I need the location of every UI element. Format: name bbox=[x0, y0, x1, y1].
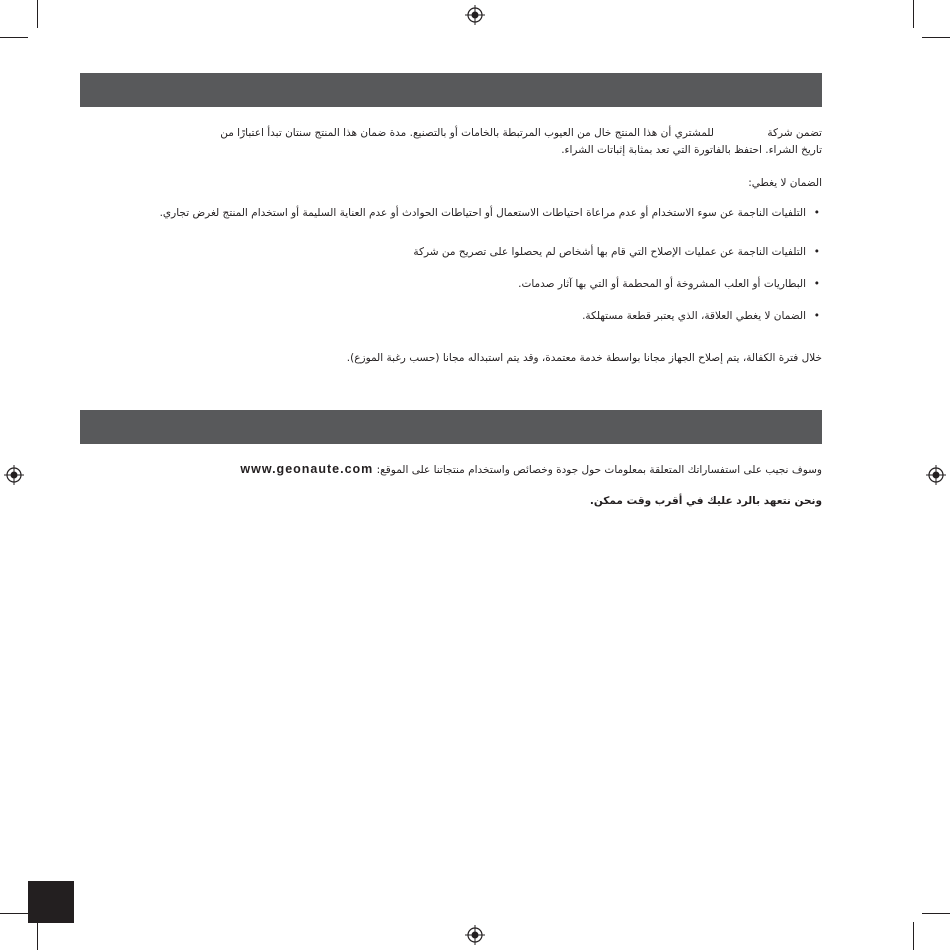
commitment-text: ونحن نتعهد بالرد عليك في أقرب وقت ممكن. bbox=[589, 495, 822, 507]
section-header-bar bbox=[80, 410, 822, 444]
registration-mark-icon bbox=[926, 465, 946, 485]
crop-mark bbox=[913, 922, 914, 950]
warranty-closing: خلال فترة الكفالة، يتم إصلاح الجهاز مجانا بواسطة خدمة معتمدة، وقد يتم استبداله مجانا (حسب رغبة الموزع). bbox=[346, 352, 822, 364]
registration-mark-icon bbox=[465, 925, 485, 945]
website-link[interactable]: www.geonaute.com bbox=[240, 462, 374, 476]
crop-mark bbox=[922, 37, 950, 38]
registration-mark-icon bbox=[465, 5, 485, 25]
crop-mark bbox=[913, 0, 914, 28]
not-covered-heading: الضمان لا يغطي: bbox=[748, 177, 822, 189]
list-item: • التلفيات الناجمة عن سوء الاستخدام أو عدم مراعاة احتياطات الاستعمال أو احتياطات الحوادث أو عدم العناية السليمة أو استخدام المنتج لغرض تجاري. bbox=[92, 205, 822, 222]
contact-line bbox=[240, 461, 822, 479]
registration-mark-icon bbox=[4, 465, 24, 485]
exclusions-list bbox=[92, 205, 822, 325]
crop-mark bbox=[922, 913, 950, 914]
warranty-intro-line-2: تاريخ الشراء. احتفظ بالفاتورة التي تعد بمثابة إثباتات الشراء. bbox=[561, 144, 822, 156]
crop-mark bbox=[37, 922, 38, 950]
crop-mark bbox=[37, 0, 38, 28]
section-header-bar bbox=[80, 73, 822, 107]
page-number-tab bbox=[28, 881, 74, 923]
crop-mark bbox=[0, 37, 28, 38]
crop-mark bbox=[0, 913, 28, 914]
list-item: • التلفيات الناجمة عن عمليات الإصلاح التي قام بها أشخاص لم يحصلوا على تصريح من شركة bbox=[92, 244, 822, 261]
warranty-intro-line-1: تضمن شركة للمشتري أن هذا المنتج خال من العيوب المرتبطة بالخامات أو بالتصنيع. مدة ضمان هذا المنتج سنتان تبدأ اعتبارًا من bbox=[220, 127, 822, 139]
contact-text: وسوف نجيب على استفساراتك المتعلقة بمعلومات حول جودة وخصائص واستخدام منتجاتنا على الموقع: bbox=[376, 464, 822, 476]
list-item: • الضمان لا يغطي العلاقة، الذي يعتبر قطعة مستهلكة. bbox=[92, 308, 822, 325]
list-item: • البطاريات أو العلب المشروخة أو المحطمة أو التي بها آثار صدمات. bbox=[92, 276, 822, 293]
